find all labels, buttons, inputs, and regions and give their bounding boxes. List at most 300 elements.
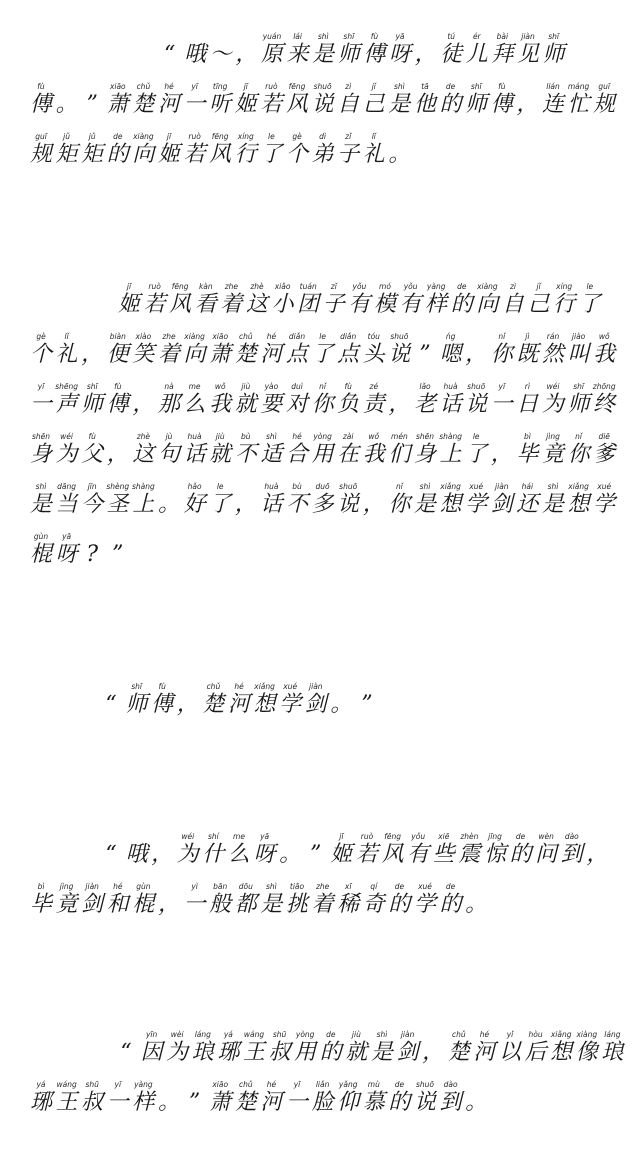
pinyin: ńg [445,332,456,341]
hanzi: 姬 [330,842,353,867]
pinyin: zhe [224,282,239,291]
pinyin: shàng [439,432,462,441]
hanzi: ” [188,1090,201,1115]
hanzi: 的 [439,892,462,917]
pinyin: dào [443,1080,458,1089]
pinyin: jiù [215,432,225,441]
pinyin: shì [266,882,277,891]
pinyin: shī [470,82,482,91]
hanzi: 己 [362,92,385,117]
pinyin: mén [391,432,408,441]
hanzi: 话 [439,392,462,417]
pinyin: le [586,282,594,291]
pinyin: xiāo [109,82,126,91]
hanzi: 姬 [234,92,257,117]
hanzi: 那 [157,392,180,417]
pinyin: nǐ [319,382,327,391]
hanzi: 用 [311,442,334,467]
pinyin: xué [469,482,484,491]
hanzi: 是 [541,492,564,517]
pinyin: yā [62,532,72,541]
hanzi: 。 [388,142,411,167]
hanzi: 自 [337,92,360,117]
hanzi: 琊 [29,1090,52,1115]
hanzi: 若 [260,92,283,117]
pinyin: chǔ [238,332,253,341]
hanzi: 既 [516,342,539,367]
hanzi: 的 [106,142,129,167]
hanzi: 琊 [217,1040,240,1065]
hanzi: 说 [388,342,411,367]
hanzi: 呀 [55,542,78,567]
hanzi: 王 [242,1040,265,1065]
pinyin: shī [86,382,98,391]
pinyin: le [472,432,480,441]
pinyin: jiù [351,1030,361,1039]
pinyin: chǔ [136,82,151,91]
hanzi: 。 [279,842,302,867]
hanzi: 学 [465,492,488,517]
pinyin: rán [546,332,560,341]
pinyin: dōu [238,882,253,891]
pinyin: yàng [134,1080,153,1089]
hanzi: 想 [567,492,590,517]
hanzi: 傅 [363,42,386,67]
hanzi: 河 [260,1090,283,1115]
hanzi: 爹 [593,442,616,467]
hanzi: 为 [176,842,199,867]
pinyin: liǎn [315,1080,330,1089]
pinyin: jiàn [400,1030,415,1039]
hanzi: 然 [541,342,564,367]
pinyin: wáng [243,1030,265,1039]
hanzi: 竟 [55,892,78,917]
pinyin: yǒu [403,282,418,291]
pinyin: jǐ [371,82,376,91]
pinyin: dào [564,832,579,841]
pinyin: shì [266,432,277,441]
hanzi: 剑 [490,492,513,517]
pinyin: fù [370,32,379,41]
hanzi: 傅 [490,92,513,117]
hanzi: ” [419,342,431,367]
pinyin: shuō [313,82,332,91]
pinyin: zhe [315,882,330,891]
hanzi: 连 [541,92,564,117]
pinyin: lǐ [64,332,69,341]
pinyin: kàn [198,282,213,291]
hanzi: “ [163,42,176,67]
pinyin: biàn [109,332,126,341]
pinyin: shī [548,32,559,41]
pinyin: shuō [390,332,409,341]
hanzi: 了 [260,142,283,167]
hanzi: 了 [311,342,334,367]
hanzi: 说 [465,392,488,417]
hanzi: 琅 [191,1040,214,1065]
hanzi: 向 [476,292,499,317]
pinyin: xiē [438,832,450,841]
pinyin: jìng [59,882,74,891]
pinyin: wáng [56,1080,77,1089]
pinyin: diǎn [340,332,357,341]
hanzi: 个 [29,342,52,367]
hanzi: 挑 [285,892,308,917]
pinyin: tóu [367,332,380,341]
hanzi: ， [490,442,513,467]
pinyin: gè [36,332,46,341]
hanzi: 。 [465,1090,488,1115]
pinyin: shuō [467,382,486,391]
hanzi: 河 [227,692,250,717]
pinyin: zǐ [345,132,352,141]
pinyin: shuō [339,482,358,491]
hanzi: 来 [286,42,309,67]
hanzi: 声 [55,392,78,417]
hanzi: 今 [81,492,104,517]
pinyin: yǐ [506,1030,514,1039]
hanzi: 么 [227,842,250,867]
pinyin: hé [266,1080,277,1089]
hanzi: 师 [81,392,104,417]
pinyin: zhè [250,282,264,291]
pinyin: me [188,382,201,391]
pinyin: yī [37,382,45,391]
hanzi: 师 [542,42,565,67]
hanzi: 萧 [106,92,129,117]
pinyin: shēng [55,382,78,391]
pinyin: fēng [171,282,189,291]
hanzi: 礼 [362,142,385,167]
hanzi: 一 [29,392,52,417]
pinyin: shī [343,32,355,41]
hanzi: 就 [345,1040,368,1065]
pinyin: shuō [415,1080,434,1089]
hanzi: 小 [271,292,294,317]
pinyin: mó [379,282,391,291]
hanzi: 一 [106,1090,129,1115]
hanzi: 己 [527,292,550,317]
pinyin: yī [191,82,198,91]
hanzi: 慕 [362,1090,385,1115]
pinyin: nǐ [395,482,403,491]
hanzi: 的 [388,892,411,917]
hanzi: 不 [234,442,257,467]
pinyin: zhè [136,432,151,441]
hanzi: 傅 [151,692,174,717]
pinyin: láng [194,1030,211,1039]
pinyin: de [113,132,123,141]
pinyin: xiàng [477,282,498,291]
hanzi: 想 [253,692,276,717]
pinyin: tā [421,82,429,91]
pinyin: qí [370,882,378,891]
hanzi: 师 [125,692,148,717]
pinyin: ruò [148,282,161,291]
hanzi: 棍 [132,892,155,917]
hanzi: 头 [362,342,385,367]
hanzi: 师 [567,392,590,417]
hanzi: ， [81,342,104,367]
hanzi: 般 [209,892,232,917]
pinyin: yā [260,832,270,841]
hanzi: 都 [234,892,257,917]
hanzi: 风 [209,142,232,167]
hanzi: 上 [132,492,155,517]
hanzi: 矩 [81,142,104,167]
hanzi: 就 [234,392,257,417]
hanzi: 笑 [132,342,155,367]
pinyin: zì [345,82,352,91]
hanzi: 日 [516,392,539,417]
pinyin: shí [208,832,219,841]
pinyin: jī [339,832,344,841]
pinyin: shì [376,1030,388,1039]
hanzi: 。 [330,692,353,717]
pinyin: yào [264,382,279,391]
pinyin: tuán [299,282,317,291]
hanzi: ” [86,92,98,117]
pinyin: fēng [211,132,229,141]
hanzi: 有 [407,842,430,867]
hanzi: 呀 [388,42,411,67]
hanzi: ， [235,42,258,67]
hanzi: 圣 [106,492,129,517]
pinyin: jǔ [88,132,96,141]
pinyin: fù [498,82,506,91]
pinyin: ruò [360,832,374,841]
hanzi: 你 [567,442,590,467]
pinyin: hé [164,82,174,91]
pinyin: zì [509,282,517,291]
pinyin: diǎn [288,332,306,341]
hanzi: 一 [285,1090,308,1115]
pinyin: hé [234,682,244,691]
hanzi: 河 [157,92,180,117]
pinyin: wèi [170,1030,184,1039]
hanzi: 姬 [117,292,140,317]
hanzi: 是 [388,92,411,117]
hanzi: 话 [183,442,206,467]
hanzi: 为 [166,1040,189,1065]
hanzi: 是 [260,892,283,917]
hanzi: ～ [209,42,232,67]
hanzi: 哦 [184,42,207,67]
pinyin: bì [523,432,531,441]
hanzi: 哦 [125,842,148,867]
pinyin: jiàn [309,682,323,691]
hanzi: 后 [524,1040,547,1065]
hanzi: 原 [260,42,283,67]
hanzi: ， [516,92,539,117]
pinyin: yī [498,382,506,391]
hanzi: 毕 [516,442,539,467]
hanzi: 傅 [29,92,52,117]
hanzi: 的 [450,292,473,317]
hanzi: 行 [234,142,257,167]
pinyin: shì [547,482,559,491]
hanzi: 学 [413,892,436,917]
pinyin: nǐ [498,332,506,341]
hanzi: 就 [209,442,232,467]
hanzi: 脸 [311,1090,334,1115]
hanzi: 要 [260,392,283,417]
hanzi: 呀 [253,842,276,867]
hanzi: 些 [432,842,455,867]
hanzi: 当 [55,492,78,517]
hanzi: 棍 [29,542,52,567]
pinyin: huà [264,482,279,491]
pinyin: xiǎo [274,282,291,291]
hanzi: 对 [285,392,308,417]
pinyin: xiàng [133,132,154,141]
pinyin: jī [243,82,248,91]
hanzi: 责 [362,392,385,417]
hanzi: 剑 [304,692,327,717]
pinyin: shī [573,382,584,391]
hanzi: 样 [425,292,448,317]
hanzi: ” [310,842,322,867]
pinyin: jǔ [63,132,71,141]
pinyin: chǔ [238,1080,253,1089]
pinyin: de [394,882,405,891]
pinyin: xíng [237,132,254,141]
hanzi: 样 [132,1090,155,1115]
pinyin: jiàn [521,32,535,41]
hanzi: 毕 [29,892,52,917]
hanzi: 看 [194,292,217,317]
pinyin: guī [35,132,47,141]
hanzi: 萧 [209,342,232,367]
pinyin: xiǎng [440,482,461,491]
hanzi: 还 [516,492,539,517]
pinyin: fù [37,82,45,91]
pinyin: hé [266,332,277,341]
pinyin: yī [293,1080,301,1089]
hanzi: 像 [575,1040,598,1065]
hanzi: 风 [381,842,404,867]
hanzi: 楚 [132,92,155,117]
hanzi: 用 [294,1040,317,1065]
pinyin: de [445,82,456,91]
hanzi: 仰 [337,1090,360,1115]
hanzi: 规 [29,142,52,167]
pinyin: de [394,1080,405,1089]
hanzi: ， [362,492,385,517]
pinyin: xiǎng [254,682,275,691]
hanzi: 便 [106,342,129,367]
pinyin: xiàng [576,1030,598,1039]
pinyin: shēn [31,432,51,441]
pinyin: xiāo [212,332,229,341]
hanzi: 了 [578,292,601,317]
pinyin: shī [131,682,142,691]
hanzi: 楚 [234,1090,257,1115]
hanzi: 行 [553,292,576,317]
pinyin: yì [191,882,198,891]
pinyin: jiàn [495,482,509,491]
pinyin: xiāo [212,1080,229,1089]
pinyin: jī [166,132,172,141]
pinyin: me [233,832,245,841]
pinyin: fù [158,682,166,691]
hanzi: 。 [157,492,180,517]
pinyin: zhèn [460,832,479,841]
hanzi: 我 [362,442,385,467]
hanzi: 不 [285,492,308,517]
hanzi: 徒 [440,42,463,67]
hanzi: 负 [337,392,360,417]
pinyin: fēng [288,82,306,91]
pinyin: wǒ [368,432,380,441]
hanzi: 听 [209,92,232,117]
hanzi: 说 [337,492,360,517]
hanzi: 见 [516,42,539,67]
hanzi: 着 [311,892,334,917]
pinyin: yī [114,1080,122,1089]
pinyin: le [319,332,326,341]
hanzi: 子 [322,292,345,317]
pinyin: hǎo [187,482,202,491]
hanzi: 楚 [447,1040,470,1065]
hanzi: 合 [285,442,308,467]
hanzi: 学 [279,692,302,717]
hanzi: 河 [473,1040,496,1065]
pinyin: xué [418,882,432,891]
pinyin: shàng [132,482,155,491]
pinyin: duì [291,382,303,391]
pinyin: fēng [384,832,401,841]
hanzi: 着 [220,292,243,317]
hanzi: 话 [260,492,283,517]
pinyin: hái [521,482,534,491]
pinyin: zhōng [592,382,616,391]
hanzi: 的 [388,1090,411,1115]
hanzi: 为 [541,392,564,417]
pinyin: bān [213,882,228,891]
pinyin: yá [36,1080,46,1089]
hanzi: 说 [311,92,334,117]
pinyin: ruò [188,132,201,141]
pinyin: xī [344,882,352,891]
pinyin: tīng [212,82,228,91]
pinyin: xiào [135,332,152,341]
hanzi: 楚 [202,692,225,717]
pinyin: yá [223,1030,233,1039]
hanzi: 叫 [567,342,590,367]
hanzi: 礼 [55,342,78,367]
hanzi: 因 [140,1040,163,1065]
hanzi: 萧 [209,1090,232,1115]
hanzi: ， [388,392,411,417]
pinyin: tú [447,32,456,41]
pinyin: jīn [87,482,97,491]
hanzi: 。 [465,892,488,917]
hanzi: 惊 [483,842,506,867]
pinyin: jiù [241,382,251,391]
hanzi: 若 [355,842,378,867]
pinyin: gùn [33,532,49,541]
pinyin: zǐ [330,282,337,291]
hanzi: 和 [106,892,129,917]
pinyin: nà [164,382,174,391]
hanzi: 身 [413,442,436,467]
hanzi: 适 [260,442,283,467]
hanzi: 这 [132,442,155,467]
pinyin: shì [317,32,329,41]
hanzi: 了 [209,492,232,517]
hanzi: ， [422,1040,445,1065]
